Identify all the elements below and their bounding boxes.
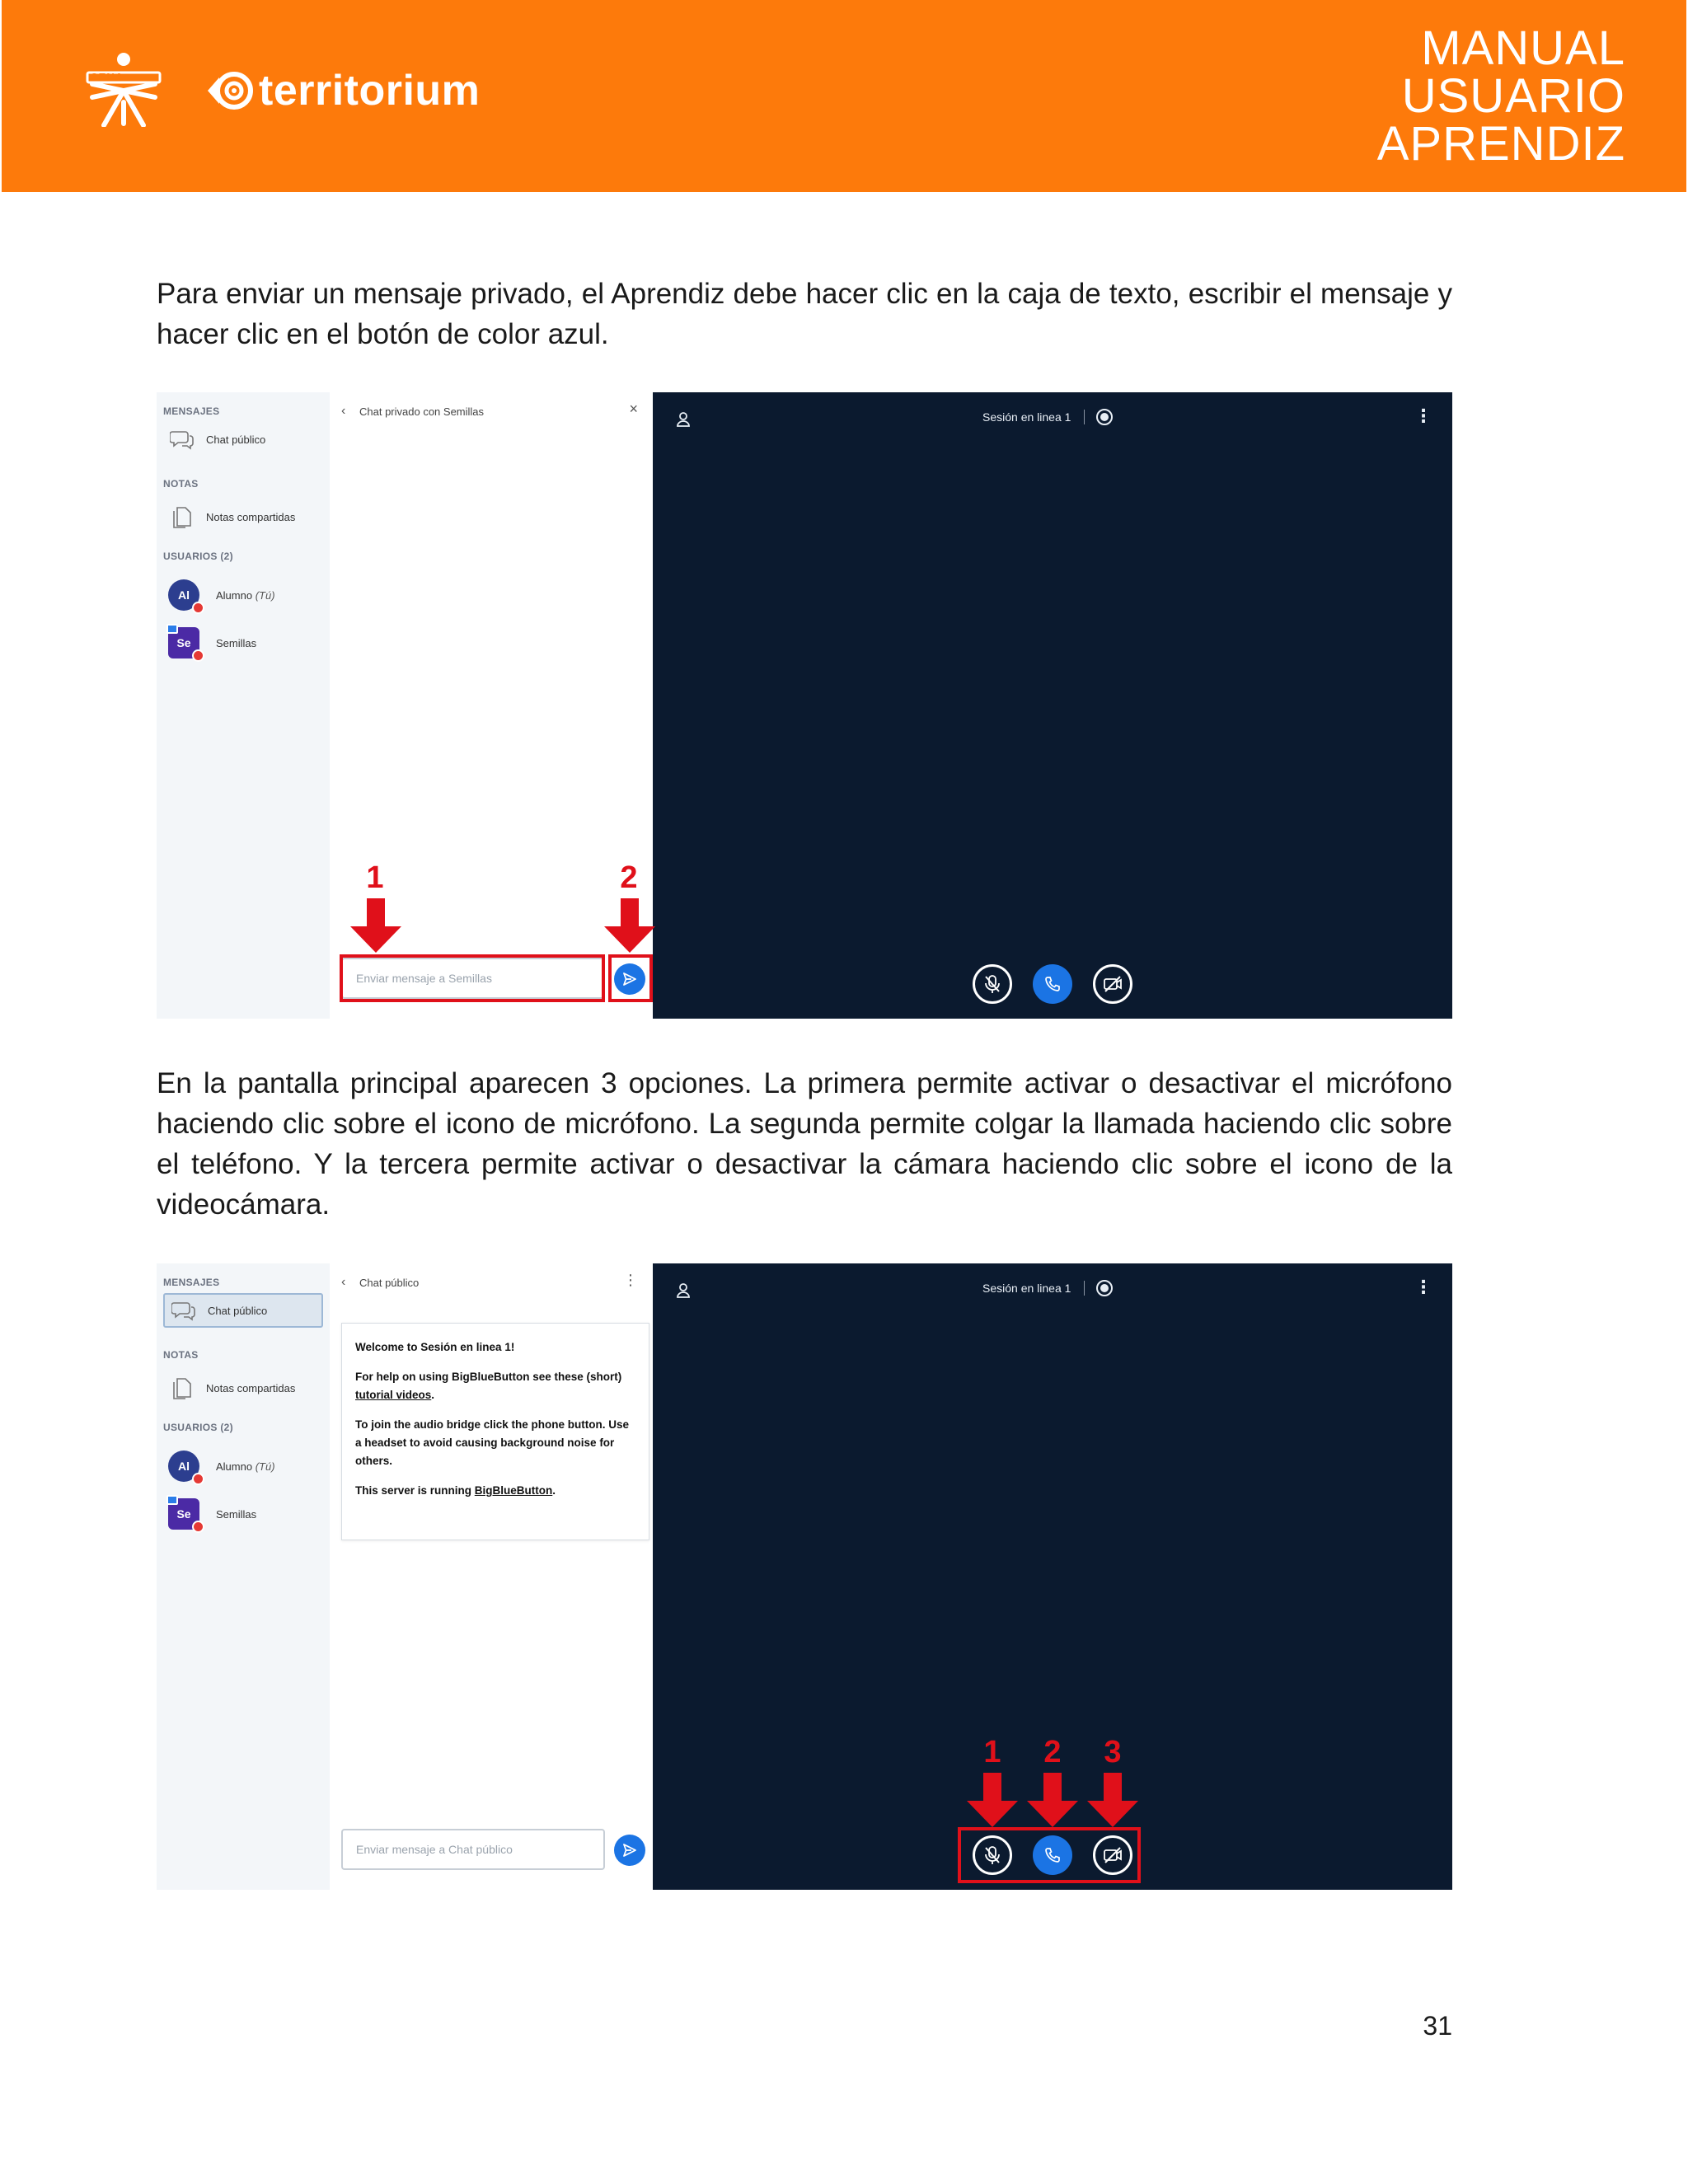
instruction-paragraph-private-message: Para enviar un mensaje privado, el Aprendiz debe hacer clic en la caja de texto, escribir el mensaje y hacer clic en el botón de color azul.	[157, 278, 1452, 350]
arrow-down-icon	[349, 898, 403, 953]
user-name-text: Alumno	[216, 588, 253, 602]
territorium-logo	[204, 68, 480, 114]
send-arrow-icon	[621, 1842, 638, 1858]
divider	[1084, 1281, 1085, 1296]
public-chat-panel	[330, 1263, 651, 1890]
user-list-item[interactable]	[168, 1448, 275, 1484]
user-self-marker: (Tú)	[255, 588, 275, 602]
annotation-number: 1	[983, 1735, 1001, 1769]
message-input[interactable]: Enviar mensaje a Chat público	[341, 1829, 605, 1870]
options-menu-icon[interactable]: ⋮	[1414, 1277, 1432, 1297]
nav-heading-notes: NOTAS	[163, 478, 199, 490]
presenter-icon	[166, 1495, 178, 1505]
manual-title-line: USUARIO	[1401, 69, 1625, 123]
arrow-down-icon	[965, 1773, 1020, 1827]
mic-toggle-button[interactable]	[973, 964, 1012, 1004]
user-list-panel	[157, 392, 330, 1019]
brand-name: territorium	[259, 67, 481, 115]
page-number: 31	[1423, 2011, 1452, 2041]
chat-bubbles-icon	[170, 427, 195, 452]
manual-title-line: MANUAL	[1421, 21, 1625, 75]
nav-heading-messages: MENSAJES	[163, 405, 220, 417]
document-icon	[170, 504, 195, 529]
nav-item-public-chat[interactable]	[163, 422, 323, 457]
avatar	[168, 1451, 199, 1482]
annotation-number: 1	[366, 860, 384, 895]
user-name: Semillas	[216, 1507, 257, 1521]
session-title: Sesión en linea 1	[982, 1282, 1071, 1295]
session-name: Sesión en linea 1	[420, 1341, 511, 1353]
welcome-text: Welcome to	[355, 1341, 421, 1353]
avatar-initials: Se	[176, 1507, 191, 1521]
chat-header	[341, 1273, 638, 1291]
user-name: Semillas	[216, 636, 257, 649]
session-title-bar	[982, 409, 1113, 425]
session-title-bar	[982, 1280, 1113, 1296]
tutorial-videos-link[interactable]: tutorial videos	[355, 1389, 432, 1401]
avatar-initials: Al	[178, 588, 190, 602]
document-icon	[170, 1376, 195, 1400]
user-list-panel	[157, 1263, 330, 1890]
record-icon[interactable]	[1096, 409, 1113, 425]
video-area	[653, 1263, 1452, 1890]
help-text: For help on using BigBlueButton see these (short)	[355, 1371, 622, 1383]
screenshot-public-chat	[157, 1263, 1452, 1890]
muted-badge-icon	[192, 602, 204, 614]
user-list-item[interactable]	[168, 625, 256, 661]
annotation-box-controls	[958, 1827, 1141, 1883]
server-text: This server is running	[355, 1484, 475, 1497]
sena-logo-icon	[84, 51, 163, 127]
mic-muted-icon	[982, 973, 1003, 995]
chat-options-icon[interactable]: ⋮	[623, 1272, 638, 1288]
presenter-icon	[166, 624, 178, 634]
record-icon[interactable]	[1096, 1280, 1113, 1296]
annotation-box-message-input	[340, 954, 605, 1002]
help-line	[355, 1368, 635, 1404]
avatar-initials: Al	[178, 1460, 190, 1473]
send-button[interactable]	[614, 1835, 645, 1866]
video-area	[653, 392, 1452, 1019]
hang-up-button[interactable]	[1033, 964, 1072, 1004]
nav-item-label: Chat público	[206, 433, 266, 446]
nav-heading-users: USUARIOS (2)	[163, 1422, 233, 1433]
annotation-number: 2	[1043, 1735, 1062, 1769]
arrow-down-icon	[603, 898, 657, 953]
screenshot-private-chat	[157, 392, 1452, 1019]
nav-heading-messages: MENSAJES	[163, 1277, 220, 1288]
chat-bubbles-icon	[171, 1298, 196, 1323]
welcome-message	[341, 1323, 649, 1540]
muted-badge-icon	[192, 1521, 204, 1533]
camera-off-icon	[1102, 973, 1123, 995]
user-name-text: Alumno	[216, 1460, 253, 1473]
chat-title: Chat privado con Semillas	[359, 405, 485, 418]
user-icon[interactable]	[674, 1282, 692, 1300]
server-line	[355, 1482, 635, 1500]
camera-toggle-button[interactable]	[1093, 964, 1132, 1004]
audio-tip: To join the audio bridge click the phone button. Use a headset to avoid causing background noise for others.	[355, 1418, 630, 1467]
server-text: .	[552, 1484, 556, 1497]
nav-item-label: Notas compartidas	[206, 1381, 296, 1394]
avatar	[168, 627, 199, 658]
phone-icon	[1043, 975, 1062, 993]
annotation-number: 2	[620, 860, 638, 895]
manual-title	[1376, 21, 1625, 171]
chevron-left-icon[interactable]: ‹	[341, 404, 346, 418]
nav-item-shared-notes[interactable]	[163, 1371, 323, 1405]
chat-title: Chat público	[359, 1276, 420, 1289]
user-list-item[interactable]	[168, 577, 275, 613]
annotation-number: 3	[1104, 1735, 1122, 1769]
user-self-marker: (Tú)	[255, 1460, 275, 1473]
user-name	[216, 589, 275, 602]
avatar	[168, 579, 199, 611]
close-icon[interactable]: ×	[629, 401, 638, 417]
nav-item-label: Notas compartidas	[206, 510, 296, 523]
avatar-initials: Se	[176, 636, 191, 649]
muted-badge-icon	[192, 1473, 204, 1485]
bigbluebutton-link[interactable]: BigBlueButton	[474, 1484, 553, 1497]
message-input[interactable]: Enviar mensaje a Semillas	[341, 958, 605, 999]
nav-heading-notes: NOTAS	[163, 1349, 199, 1361]
page-header	[2, 0, 1686, 192]
nav-item-shared-notes[interactable]	[163, 499, 323, 534]
user-list-item[interactable]	[168, 1496, 256, 1532]
user-name	[216, 1460, 275, 1473]
divider	[1084, 410, 1085, 424]
nav-item-public-chat[interactable]	[163, 1293, 323, 1328]
target-icon	[204, 68, 254, 114]
nav-item-label: Chat público	[208, 1304, 268, 1317]
annotation-box-send-button	[608, 954, 653, 1002]
manual-title-line: APRENDIZ	[1376, 117, 1625, 171]
user-icon[interactable]	[674, 410, 692, 429]
chat-header	[341, 402, 638, 420]
welcome-text: !	[510, 1341, 515, 1353]
avatar	[168, 1498, 199, 1530]
welcome-line	[355, 1338, 635, 1357]
sena-label: SENA	[91, 71, 124, 83]
instruction-paragraph-controls: En la pantalla principal aparecen 3 opciones. La primera permite activar o desactivar el micrófono haciendo clic sobre el icono de micrófono. La segunda permite colgar la llamada haciendo clic sobre el teléfono. Y la tercera permite activar o desactivar la cámara haciendo clic sobre el icono de la videocámara.	[157, 1067, 1452, 1221]
chevron-left-icon[interactable]: ‹	[341, 1275, 346, 1289]
nav-heading-users: USUARIOS (2)	[163, 551, 233, 562]
arrow-down-icon	[1025, 1773, 1080, 1827]
help-text: .	[431, 1389, 435, 1401]
muted-badge-icon	[192, 649, 204, 662]
arrow-down-icon	[1085, 1773, 1140, 1827]
options-menu-icon[interactable]: ⋮	[1414, 405, 1432, 426]
session-title: Sesión en linea 1	[982, 410, 1071, 424]
